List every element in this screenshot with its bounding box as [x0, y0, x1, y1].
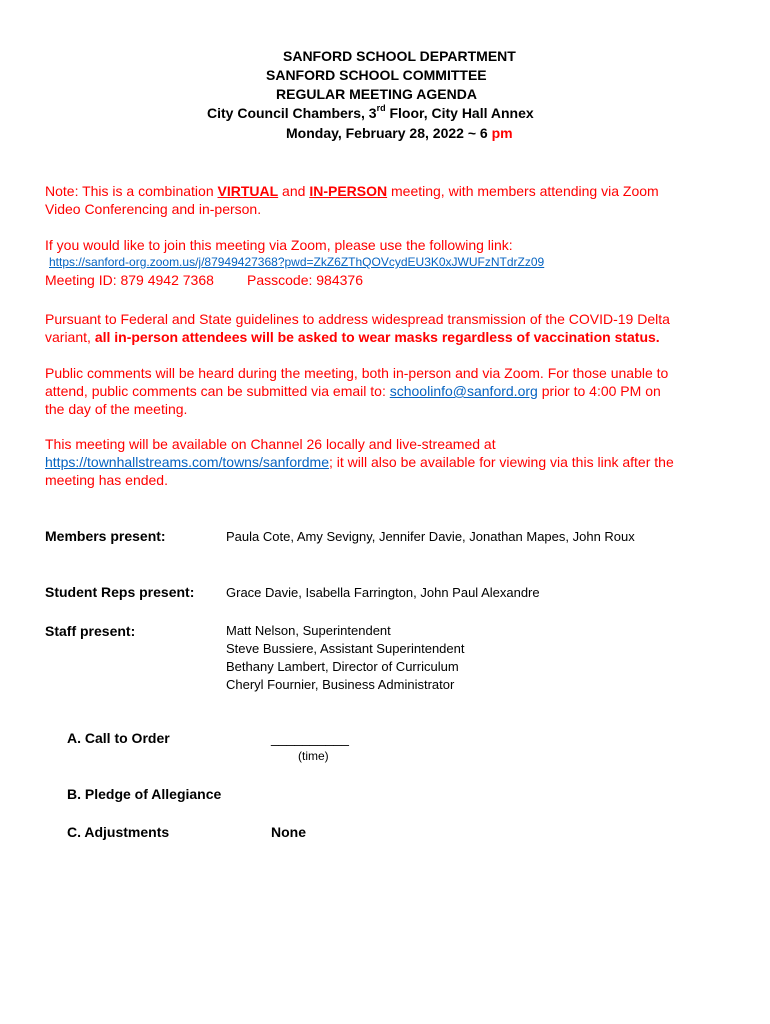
note-pre: Note: This is a combination	[45, 183, 218, 199]
email-link[interactable]: schoolinfo@sanford.org	[389, 383, 538, 399]
time-caption: (time)	[298, 749, 329, 763]
note-virtual: VIRTUAL	[217, 183, 279, 199]
covid-line-2	[45, 328, 660, 346]
zoom-intro: If you would like to join this meeting via Zoom, please use the following link:	[45, 237, 513, 253]
note-post: meeting, with members attending via Zoom	[387, 183, 659, 199]
public-line-2	[45, 382, 661, 400]
time-blank: __________	[271, 730, 349, 746]
agenda-item-b: B. Pledge of Allegiance	[67, 786, 222, 802]
covid-variant: variant,	[45, 329, 95, 345]
staff-member: Bethany Lambert, Director of Curriculum	[226, 659, 459, 674]
staff-member: Steve Bussiere, Assistant Superintendent	[226, 641, 465, 656]
header-line-3: REGULAR MEETING AGENDA	[276, 86, 477, 102]
agenda-item-c: C. Adjustments	[67, 824, 170, 840]
header-line-5	[286, 125, 513, 141]
note-line-2: Video Conferencing and in-person.	[45, 201, 262, 217]
students-list: Grace Davie, Isabella Farrington, John Paul Alexandre	[226, 585, 540, 600]
public-prior: prior to 4:00 PM on	[537, 383, 661, 399]
agenda-item-a: A. Call to Order	[67, 730, 170, 746]
adjustments-value: None	[271, 824, 306, 840]
covid-line-1: Pursuant to Federal and State guidelines to address widespread transmission of the COVID-19 Delta	[45, 311, 670, 327]
zoom-meeting-id: Meeting ID: 879 4942 7368	[45, 272, 214, 288]
stream-link[interactable]: https://townhallstreams.com/towns/sanfordme	[45, 454, 330, 470]
public-attend: attend, public comments can be submitted via email to:	[45, 383, 390, 399]
members-label: Members present:	[45, 528, 166, 544]
staff-label: Staff present:	[45, 623, 136, 639]
staff-member: Matt Nelson, Superintendent	[226, 623, 391, 638]
header-pm: pm	[491, 125, 513, 141]
header-line-4	[207, 105, 534, 121]
header-date: Monday, February 28, 2022 ~ 6	[286, 125, 492, 141]
covid-mask-notice: all in-person attendees will be asked to wear masks regardless of vaccination status.	[94, 329, 660, 345]
header-line-1: SANFORD SCHOOL DEPARTMENT	[283, 48, 516, 64]
header-location: City Council Chambers, 3	[207, 105, 377, 121]
channel-line-3: meeting has ended.	[45, 472, 168, 488]
header-ordinal: rd	[376, 103, 386, 114]
channel-after: ; it will also be available for viewing via this link after the	[329, 454, 674, 470]
staff-member: Cheryl Fournier, Business Administrator	[226, 677, 455, 692]
header-location-rest: Floor, City Hall Annex	[385, 105, 534, 121]
zoom-passcode: Passcode: 984376	[247, 272, 363, 288]
header-line-2: SANFORD SCHOOL COMMITTEE	[266, 67, 487, 83]
note-and: and	[278, 183, 310, 199]
zoom-link[interactable]: https://sanford-org.zoom.us/j/87949427368?pwd=ZkZ6ZThQOVcydEU3K0xJWUFzNTdrZz09	[49, 255, 545, 269]
channel-line-2	[45, 453, 674, 471]
note-line-1	[45, 182, 659, 200]
public-line-1: Public comments will be heard during the meeting, both in-person and via Zoom. For those unable to	[45, 365, 669, 381]
channel-line-1: This meeting will be available on Channel 26 locally and live-streamed at	[45, 436, 496, 452]
members-list: Paula Cote, Amy Sevigny, Jennifer Davie, Jonathan Mapes, John Roux	[226, 529, 635, 544]
public-line-3: the day of the meeting.	[45, 401, 188, 417]
note-inperson: IN-PERSON	[309, 183, 388, 199]
students-label: Student Reps present:	[45, 584, 195, 600]
